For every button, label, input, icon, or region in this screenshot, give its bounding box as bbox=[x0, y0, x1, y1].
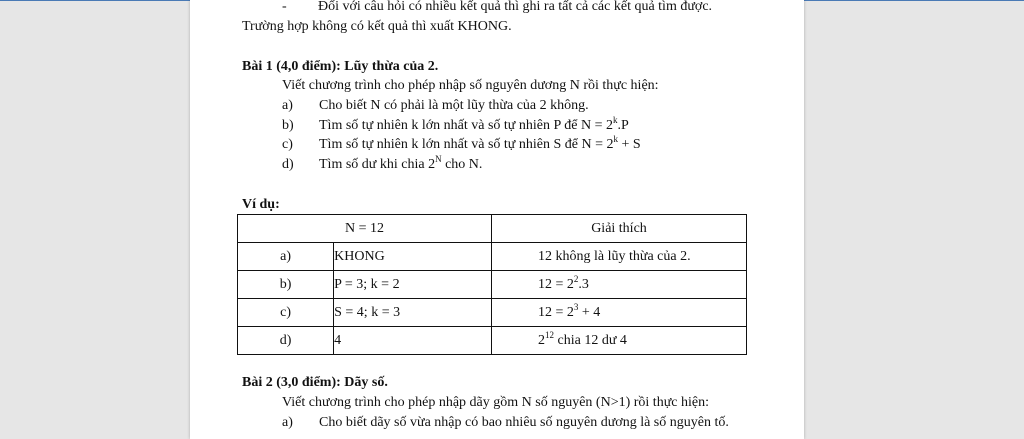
row-result: KHONG bbox=[334, 243, 492, 271]
intro-line-2: Trường hợp không có kết quả thì xuất KHONG. bbox=[242, 19, 512, 34]
bai2-description: Viết chương trình cho phép nhập dãy gồm N số nguyên (N>1) rồi thực hiện: bbox=[282, 395, 709, 410]
table-row bbox=[238, 243, 747, 271]
bai1-item-c-text: Tìm số tự nhiên k lớn nhất và số tự nhiên S để $N = 2^k + S$ bbox=[319, 134, 641, 152]
row-result: 4 bbox=[334, 327, 492, 355]
bai2-item-a-text: Cho biết dãy số vừa nhập có bao nhiêu số nguyên dương là số nguyên tố. bbox=[319, 415, 729, 430]
bai1-item-b-label: b) bbox=[282, 118, 294, 133]
row-label: b) bbox=[238, 271, 334, 299]
row-explanation: $12 = 2^3 + 4$ bbox=[492, 299, 747, 327]
row-explanation: 12 không là lũy thừa của 2. bbox=[492, 243, 747, 271]
bai1-item-d-label: d) bbox=[282, 157, 294, 172]
table-row bbox=[238, 327, 747, 355]
row-label: a) bbox=[238, 243, 334, 271]
intro-line-1: Đối với câu hỏi có nhiều kết quả thì ghi ra tất cả các kết quả tìm được. bbox=[318, 0, 713, 14]
bai1-item-a-text: Cho biết N có phải là một lũy thừa của 2 không. bbox=[319, 98, 589, 113]
bai2-heading: Bài 2 (3,0 điểm): Dãy số. bbox=[242, 375, 388, 390]
table-row bbox=[238, 271, 747, 299]
header-explanation-cell: Giải thích bbox=[492, 215, 747, 243]
bai1-heading: Bài 1 (4,0 điểm): Lũy thừa của 2. bbox=[242, 59, 439, 74]
row-result: P = 3; k = 2 bbox=[334, 271, 492, 299]
row-explanation: $2^{12}$ chia 12 dư 4 bbox=[492, 327, 747, 355]
row-label: d) bbox=[238, 327, 334, 355]
bai1-item-d-text: Tìm số dư khi chia $2^N$ cho N. bbox=[319, 154, 483, 172]
intro-bullet: - bbox=[282, 0, 287, 14]
bai1-item-b-text: Tìm số tự nhiên k lớn nhất và số tự nhiên P để $N = 2^k.P$ bbox=[319, 115, 629, 133]
bai2-item-a-label: a) bbox=[282, 415, 293, 430]
example-table bbox=[237, 214, 747, 355]
table-row bbox=[238, 299, 747, 327]
bai1-item-a-label: a) bbox=[282, 98, 293, 113]
document-page bbox=[190, 0, 804, 439]
table-header-row bbox=[238, 215, 747, 243]
header-n-cell: N = 12 bbox=[238, 215, 492, 243]
bai1-item-c-label: c) bbox=[282, 137, 293, 152]
row-explanation: $12 = 2^2.3$ bbox=[492, 271, 747, 299]
row-result: S = 4; k = 3 bbox=[334, 299, 492, 327]
row-label: c) bbox=[238, 299, 334, 327]
bai1-description: Viết chương trình cho phép nhập số nguyên dương N rồi thực hiện: bbox=[282, 78, 659, 93]
example-heading: Ví dụ: bbox=[242, 197, 280, 212]
